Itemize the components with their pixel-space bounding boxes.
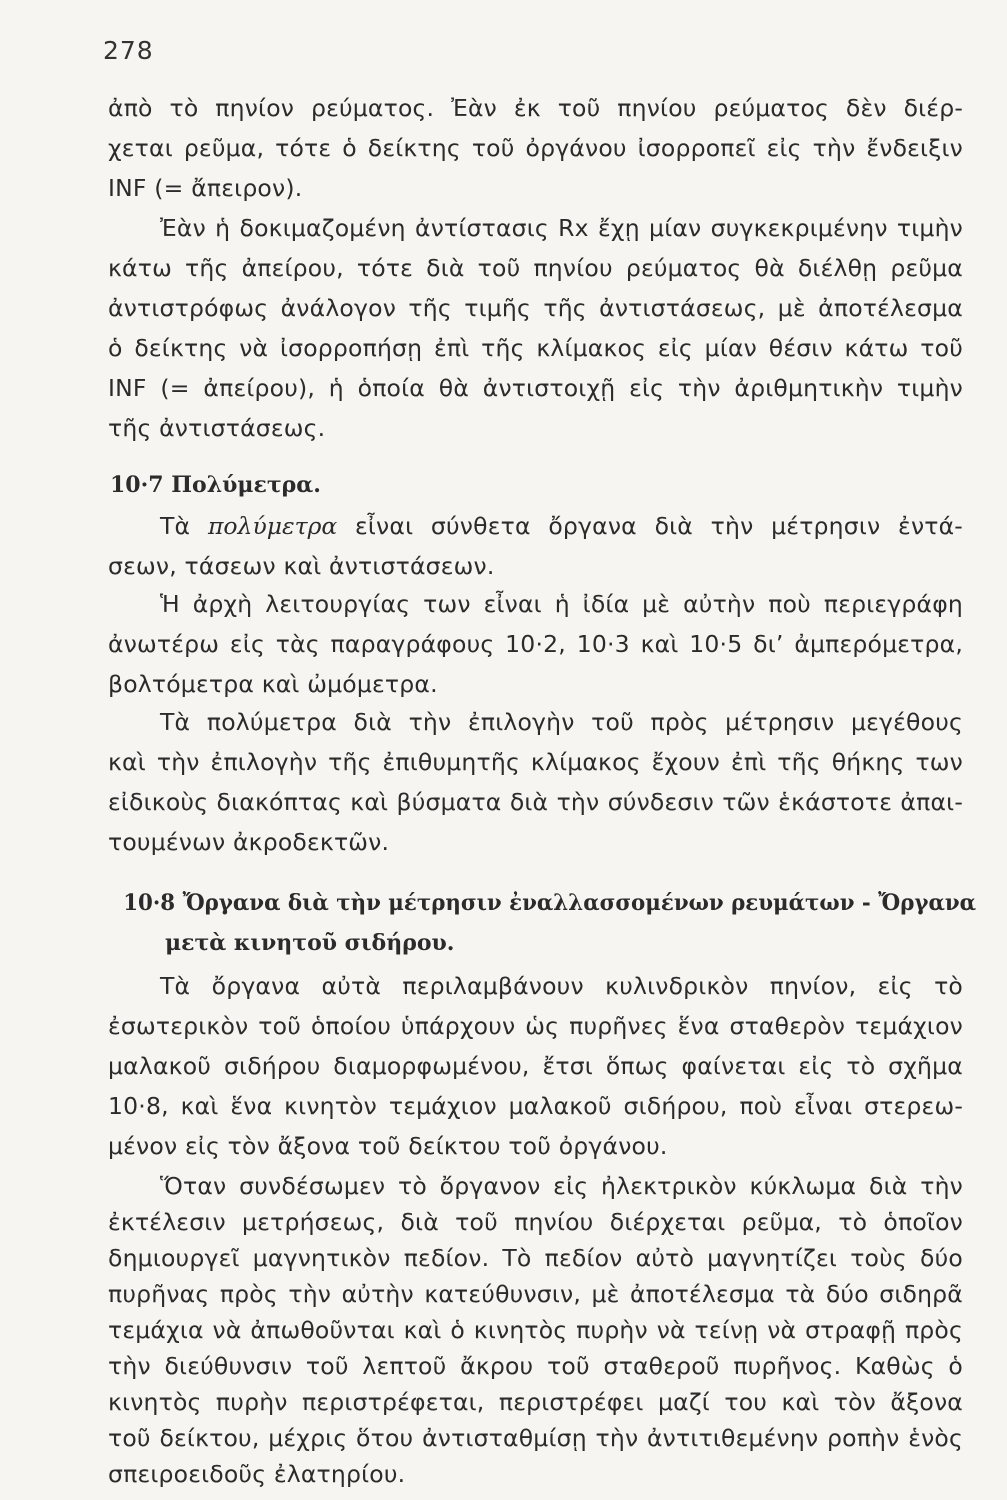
text-line: ὁ δείκτης νὰ ἰσορροπήσῃ ἐπὶ τῆς κλίμακος εἰς μίαν θέσιν κάτω τοῦ bbox=[108, 334, 963, 362]
italic-term: πολύμετρα bbox=[207, 512, 338, 540]
text-line: εἰδικοὺς διακόπτας καὶ βύσματα διὰ τὴν σύνδεσιν τῶν ἑκάστοτε ἀπαι- bbox=[108, 788, 963, 816]
text-line: ἐσωτερικὸν τοῦ ὁποίου ὑπάρχουν ὡς πυρῆνες ἕνα σταθερὸν τεμάχιον bbox=[108, 1012, 963, 1040]
text-line: μένον εἰς τὸν ἄξονα τοῦ δείκτου τοῦ ὀργάνου. bbox=[108, 1132, 668, 1160]
text-line: καὶ τὴν ἐπιλογὴν τῆς ἐπιθυμητῆς κλίμακος ἔχουν ἐπὶ τῆς θήκης των bbox=[108, 748, 963, 776]
text-line: Ἐὰν ἡ δοκιμαζομένη ἀντίστασις Rx ἔχῃ μίαν συγκεκριμένην τιμὴν bbox=[160, 214, 963, 242]
text-line: Τὰ ὄργανα αὐτὰ περιλαμβάνουν κυλινδρικὸν πηνίον, εἰς τὸ bbox=[160, 972, 963, 1000]
text-line: τοῦ δείκτου, μέχρις ὅτου ἀντισταθμίσῃ τὴν ἀντιτιθεμένην ροπὴν ἑνὸς bbox=[108, 1424, 963, 1452]
text-line: σεων, τάσεων καὶ ἀντιστάσεων. bbox=[108, 552, 495, 580]
section-heading-10-7: 10·7 Πολύμετρα. bbox=[110, 472, 321, 498]
text-line: βολτόμετρα καὶ ὠμόμετρα. bbox=[108, 670, 438, 698]
text-line: INF (= ἄπειρον). bbox=[108, 174, 303, 202]
text-line: τεμάχια νὰ ἀπωθοῦνται καὶ ὁ κινητὸς πυρὴν νὰ τείνῃ νὰ στραφῇ πρὸς bbox=[108, 1316, 963, 1344]
text-line: 10·8, καὶ ἕνα κινητὸν τεμάχιον μαλακοῦ σιδήρου, ποὺ εἶναι στερεω- bbox=[108, 1092, 963, 1120]
page-number: 278 bbox=[103, 36, 154, 65]
text-line: Ἡ ἀρχὴ λειτουργίας των εἶναι ἡ ἰδία μὲ αὐτὴν ποὺ περιεγράφη bbox=[160, 590, 963, 618]
text-line: ἀνωτέρω εἰς τὰς παραγράφους 10·2, 10·3 καὶ 10·5 δι’ ἀμπερόμετρα, bbox=[108, 630, 963, 658]
text-line: τῆς ἀντιστάσεως. bbox=[108, 414, 326, 442]
text-line: Τὰ πολύμετρα εἶναι σύνθετα ὄργανα διὰ τὴν μέτρησιν ἐντά- bbox=[160, 512, 963, 540]
text-line: ἐκτέλεσιν μετρήσεως, διὰ τοῦ πηνίου διέρχεται ρεῦμα, τὸ ὁποῖον bbox=[108, 1208, 963, 1236]
text-line: τουμένων ἀκροδεκτῶν. bbox=[108, 828, 390, 856]
text-line: Τὰ πολύμετρα διὰ τὴν ἐπιλογὴν τοῦ πρὸς μέτρησιν μεγέθους bbox=[160, 708, 963, 736]
text-line: μαλακοῦ σιδήρου διαμορφωμένου, ἔτσι ὅπως φαίνεται εἰς τὸ σχῆμα bbox=[108, 1052, 963, 1080]
text-line: ἀπὸ τὸ πηνίον ρεύματος. Ἐὰν ἐκ τοῦ πηνίου ρεύματος δὲν διέρ- bbox=[108, 94, 963, 122]
text-line: κάτω τῆς ἀπείρου, τότε διὰ τοῦ πηνίου ρεύματος θὰ διέλθῃ ρεῦμα bbox=[108, 254, 963, 282]
text-line: τὴν διεύθυνσιν τοῦ λεπτοῦ ἄκρου τοῦ σταθεροῦ πυρῆνος. Καθὼς ὁ bbox=[108, 1352, 963, 1380]
text-line: χεται ρεῦμα, τότε ὁ δείκτης τοῦ ὀργάνου ἰσορροπεῖ εἰς τὴν ἔνδειξιν bbox=[108, 134, 963, 162]
text-line: δημιουργεῖ μαγνητικὸν πεδίον. Τὸ πεδίον αὐτὸ μαγνητίζει τοὺς δύο bbox=[108, 1244, 963, 1272]
text-line: INF (= ἀπείρου), ἡ ὁποία θὰ ἀντιστοιχῇ εἰς τὴν ἀριθμητικὴν τιμὴν bbox=[108, 374, 963, 402]
text-line: Ὅταν συνδέσωμεν τὸ ὄργανον εἰς ἠλεκτρικὸν κύκλωμα διὰ τὴν bbox=[160, 1172, 963, 1200]
text-line: σπειροειδοῦς ἐλατηρίου. bbox=[108, 1460, 406, 1488]
text-line: πυρῆνας πρὸς τὴν αὐτὴν κατεύθυνσιν, μὲ ἀποτέλεσμα τὰ δύο σιδηρᾶ bbox=[108, 1280, 963, 1308]
text-line: ἀντιστρόφως ἀνάλογον τῆς τιμῆς τῆς ἀντιστάσεως, μὲ ἀποτέλεσμα bbox=[108, 294, 963, 322]
section-heading-10-8: 10·8 Ὄργανα διὰ τὴν μέτρησιν ἐναλλασσομένων ρευμάτων - Ὄργανα bbox=[123, 890, 977, 916]
text-line: κινητὸς πυρὴν περιστρέφεται, περιστρέφει μαζί του καὶ τὸν ἄξονα bbox=[108, 1388, 963, 1416]
section-heading-10-8-cont: μετὰ κινητοῦ σιδήρου. bbox=[165, 930, 455, 956]
